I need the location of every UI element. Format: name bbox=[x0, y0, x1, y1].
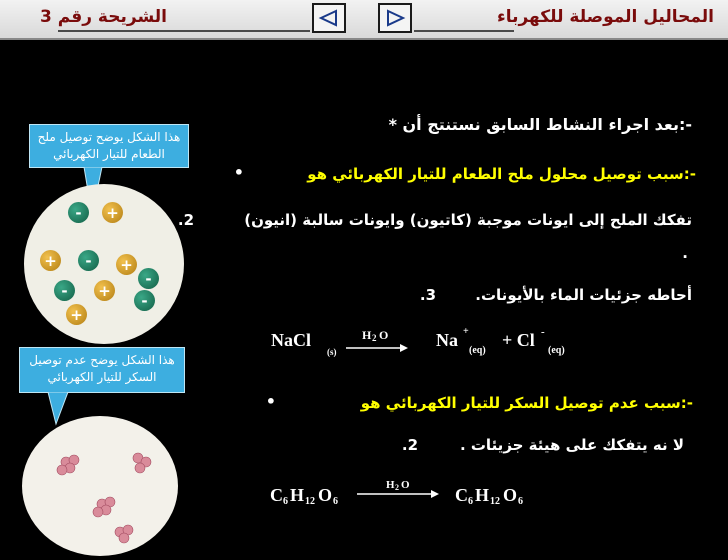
intro-text: -:بعد اجراء النشاط السابق نستنتج أن * bbox=[388, 115, 692, 134]
number-2: 2. bbox=[177, 211, 194, 229]
sodium-ion: Na bbox=[436, 330, 458, 350]
glucose-c: C bbox=[455, 485, 468, 505]
salt-point-2-cont: . bbox=[682, 244, 688, 262]
reaction-arrow bbox=[357, 489, 439, 499]
header-divider bbox=[414, 30, 514, 32]
header-divider bbox=[58, 30, 310, 32]
chloride-state: (eq) bbox=[548, 345, 565, 356]
sugar-point-2: لا نه يتفكك على هيئة جزيئات . bbox=[459, 436, 684, 454]
water-sub: 2 bbox=[372, 333, 377, 343]
cation: + bbox=[116, 254, 137, 275]
anion: - bbox=[54, 280, 75, 301]
water-o: O bbox=[401, 479, 410, 491]
chloride-charge: - bbox=[541, 326, 545, 338]
next-slide-button[interactable] bbox=[378, 3, 412, 33]
water-h: H bbox=[386, 479, 395, 491]
glucose-c-sub: 6 bbox=[468, 496, 473, 507]
bullet: • bbox=[265, 392, 276, 411]
state-solid: (s) bbox=[327, 347, 337, 357]
sugar-callout bbox=[19, 347, 185, 393]
glucose-h-sub: 12 bbox=[490, 496, 500, 507]
sodium-state: (eq) bbox=[469, 345, 486, 356]
cation: + bbox=[40, 250, 61, 271]
salt-callout-text: هذا الشكل يوضح توصيل ملح الطعام للتيار الكهربائي bbox=[37, 130, 181, 161]
sodium-charge: + bbox=[463, 326, 469, 337]
chloride-ion: + Cl bbox=[502, 330, 535, 350]
top-bar bbox=[0, 0, 728, 40]
sugar-molecules bbox=[22, 416, 178, 556]
sugar-solution-beaker bbox=[22, 416, 178, 556]
salt-point-3: أحاطه جزئيات الماء بالأيونات. bbox=[475, 286, 692, 304]
anion: - bbox=[134, 290, 155, 311]
glucose-c: C bbox=[270, 485, 283, 505]
slide-title: المحاليل الموصلة للكهرباء bbox=[497, 7, 714, 27]
glucose-h-sub: 12 bbox=[305, 496, 315, 507]
glucose-o: O bbox=[503, 485, 518, 505]
cation: + bbox=[94, 280, 115, 301]
salt-question: -:سبب توصيل محلول ملح الطعام للتيار الكهربائي هو bbox=[307, 165, 696, 183]
anion: - bbox=[68, 202, 89, 223]
nacl-formula: NaCl bbox=[271, 330, 311, 350]
anion: - bbox=[78, 250, 99, 271]
glucose-o: O bbox=[318, 485, 333, 505]
water-o: O bbox=[379, 328, 389, 342]
sugar-question: -:سبب عدم توصيل السكر للتيار الكهربائي هو bbox=[360, 394, 693, 412]
glucose-c-sub: 6 bbox=[283, 496, 288, 507]
play-left-icon bbox=[318, 8, 340, 28]
prev-slide-button[interactable] bbox=[312, 3, 346, 33]
glucose-o-sub: 6 bbox=[518, 496, 523, 507]
sugar-callout-text: هذا الشكل يوضح عدم توصيل السكر للتيار الكهربائي bbox=[29, 353, 175, 384]
reaction-arrow bbox=[346, 343, 408, 353]
number-2: 2. bbox=[401, 436, 418, 454]
bullet: • bbox=[233, 163, 244, 182]
water-h: H bbox=[362, 328, 372, 342]
glucose-h: H bbox=[475, 485, 490, 505]
cation: + bbox=[102, 202, 123, 223]
glucose-o-sub: 6 bbox=[333, 496, 338, 507]
number-3: 3. bbox=[419, 286, 436, 304]
anion: - bbox=[138, 268, 159, 289]
salt-callout bbox=[29, 124, 189, 168]
glucose-h: H bbox=[290, 485, 305, 505]
play-right-icon bbox=[384, 8, 406, 28]
cation: + bbox=[66, 304, 87, 325]
water-sub: 2 bbox=[395, 483, 399, 492]
salt-solution-beaker bbox=[24, 184, 184, 344]
slide-number-label: الشريحة رقم 3 bbox=[40, 7, 167, 27]
salt-point-2: تفكك الملح إلى ايونات موجبة (كاتيون) وايونات سالبة (انيون) bbox=[244, 211, 692, 229]
